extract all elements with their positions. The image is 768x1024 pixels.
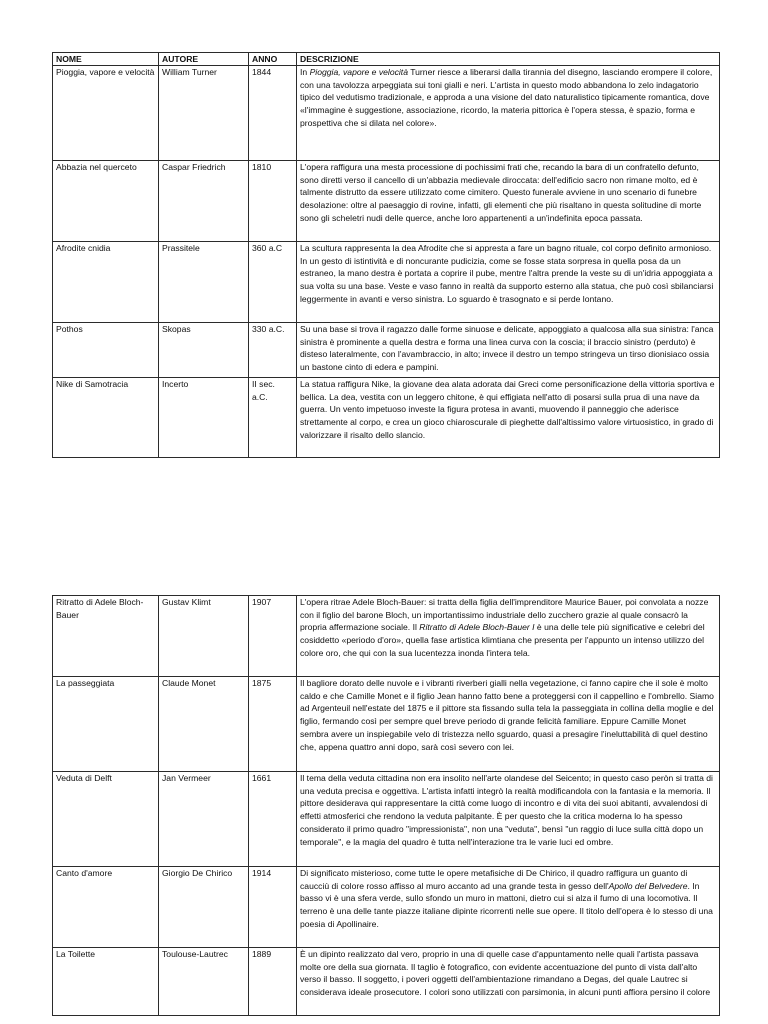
header-descrizione: DESCRIZIONE — [297, 53, 720, 66]
table-row — [53, 66, 720, 161]
table-row — [53, 378, 720, 458]
cell-nome: Abbazia nel querceto — [53, 161, 159, 242]
artworks-table-1 — [52, 52, 720, 458]
cell-autore: Giorgio De Chirico — [159, 867, 249, 948]
cell-descrizione: L'opera ritrae Adele Bloch-Bauer: si tratta della figlia dell'imprenditore Maurice Bauer, poi convolata a nozze con il figlio del barone Bloch, un importantissimo industriale dello zucchero grazie al quale consacrò la propria affermazione sociale. Il Ritratto di Adele Bloch-Bauer I è una delle tele più significative e celebri del cosiddetto «periodo d'oro», quella fase artistica klimtiana che presenta per l'appunto un intenso utilizzo del colore oro, che qui con la sua lucentezza inonda l'intera tela. — [297, 596, 720, 677]
cell-anno: II sec. a.C. — [249, 378, 297, 458]
cell-nome: Veduta di Delft — [53, 772, 159, 867]
cell-descrizione: Di significato misterioso, come tutte le opere metafisiche di De Chirico, il quadro raffigura un guanto di caucciù di colore rosso affisso al muro accanto ad una grande testa in gesso dell'Apollo del Belvedere. In basso vi è una sfera verde, sullo sfondo un muro in mattoni, dietro cui si alza il fumo di una locomotiva. Il terreno è una delle tante piazze italiane dipinte ricorrenti nelle sue opere. Il titolo dell'opera è lo stesso di una poesia di Apollinaire. — [297, 867, 720, 948]
cell-anno: 1844 — [249, 66, 297, 161]
table-row — [53, 242, 720, 323]
cell-descrizione: È un dipinto realizzato dal vero, proprio in una di quelle case d'appuntamento nelle quali l'artista passava molte ore della sua giornata. Il taglio è fotografico, con evidente accentuazione del punto di vista dall'alto verso il basso. Il soggetto, i poveri oggetti dell'ambientazione rimandano a Degas, del quale Lautrec si considerava ideale prosecutore. I colori sono utilizzati con parsimonia, in alcuni punti affiora persino il colore — [297, 948, 720, 1016]
header-anno: ANNO — [249, 53, 297, 66]
cell-nome: Pioggia, vapore e velocità — [53, 66, 159, 161]
cell-autore: Incerto — [159, 378, 249, 458]
cell-nome: Pothos — [53, 323, 159, 378]
cell-descrizione: Su una base si trova il ragazzo dalle forme sinuose e delicate, appoggiato a qualcosa alla sua sinistra: l'anca sinistra è prominente a quella destra e forma una linea curva con la coscia; il braccio sinistro (perduto) è disteso lateralmente, con l'avambraccio, in alto; invece il destro un tempo stringeva un tirso dionisiaco ossia un bastone cinto di edera e pampini. — [297, 323, 720, 378]
cell-descrizione: Il tema della veduta cittadina non era insolito nell'arte olandese del Seicento; in questo caso peròn si tratta di una veduta precisa e oggettiva. L'artista infatti integrò la realtà modificandola con la fantasia e la memoria. Il pittore desiderava qui rappresentare la città come luogo di incontro e di vita dei suoi abitanti, avvalendosi di effetti atmosferici che rendono la veduta palpitante. È per questo che la critica moderna lo ha spesso considerato il primo quadro "impressionista", non una "veduta", bensì "un raggio di luce sulla città dopo un temporale", e la magia del quadro è tutta nell'interazione tra le varie luci ed ombre. — [297, 772, 720, 867]
cell-anno: 1914 — [249, 867, 297, 948]
table-row — [53, 596, 720, 677]
cell-descrizione: La scultura rappresenta la dea Afrodite che si appresta a fare un bagno rituale, col corpo definito armonioso. In un gesto di istintività e di noncurante pudicizia, come se fosse stata sorpresa in quella posa da un estraneo, la mano destra è portata a coprire il pube, mentre l'altra prende la veste su di un'idria appoggiata a sua volta su una base. Veste e vaso fanno in realtà da supporto esterno alla statua, che può così sbilanciarsi leggermente in avanti e verso sinistra. Lo sguardo è trasognato e si perde lontano. — [297, 242, 720, 323]
cell-anno: 1907 — [249, 596, 297, 677]
cell-nome: La passeggiata — [53, 677, 159, 772]
cell-autore: Jan Vermeer — [159, 772, 249, 867]
cell-descrizione: L'opera raffigura una mesta processione di pochissimi frati che, recando la bara di un confratello defunto, sono diretti verso il cancello di un'abbazia medievale diroccata: dell'edificio sacro non rimane molto, ed è talmente distrutto da essere utilizzato come cimitero. Questo funerale avviene in uno scenario di funebre desolazione: oltre al paesaggio di rovine, infatti, gli elementi che più risaltano in questa solitudine di morte sono gli scheletri nudi delle querce, anche loro appartenenti a un'indefinita epoca passata. — [297, 161, 720, 242]
table-row — [53, 772, 720, 867]
cell-descrizione: La statua raffigura Nike, la giovane dea alata adorata dai Greci come personificazione della vittoria sportiva e bellica. La dea, vestita con un leggero chitone, è qui effigiata nell'atto di posarsi sulla prua di una nave da guerra. Un vento impetuoso investe la figura protesa in avanti, muovendo il panneggio che aderisce strettamente al corpo, e crea un gioco chiaroscurale di pieghette dall'altissimo valore virtuosistico, in grado di valorizzare il risalto dello slancio. — [297, 378, 720, 458]
cell-autore: Skopas — [159, 323, 249, 378]
cell-autore: Claude Monet — [159, 677, 249, 772]
cell-anno: 360 a.C — [249, 242, 297, 323]
table-row — [53, 161, 720, 242]
cell-autore: William Turner — [159, 66, 249, 161]
table-row — [53, 323, 720, 378]
cell-nome: Canto d'amore — [53, 867, 159, 948]
artworks-table-2 — [52, 595, 720, 1016]
table-row — [53, 948, 720, 1016]
cell-autore: Gustav Klimt — [159, 596, 249, 677]
cell-descrizione: Il bagliore dorato delle nuvole e i vibranti riverberi gialli nella vegetazione, ci fanno capire che il sole è molto caldo e che Camille Monet e il figlio Jean hanno fatto bene a proteggersi con il cappellino e l'ombrello. Siamo ad Argenteuil nell'estate del 1875 e il pittore sta fissando sulla tela la passeggiata in collina della moglie e del figlio, fermando così per sempre quel breve periodo di grande felicità familiare. Eppure Camille Monet sembra avere un inspiegabile velo di tristezza nello sguardo, quasi a presagire l'ineluttabilità di quel destino che, appena quattro anni dopo, sarà così severo con lei. — [297, 677, 720, 772]
cell-anno: 330 a.C. — [249, 323, 297, 378]
cell-anno: 1810 — [249, 161, 297, 242]
table-header-row — [53, 53, 720, 66]
cell-autore: Toulouse-Lautrec — [159, 948, 249, 1016]
cell-anno: 1889 — [249, 948, 297, 1016]
table-row — [53, 677, 720, 772]
cell-nome: Nike di Samotracia — [53, 378, 159, 458]
header-autore: AUTORE — [159, 53, 249, 66]
header-nome: NOME — [53, 53, 159, 66]
cell-nome: Afrodite cnidia — [53, 242, 159, 323]
cell-nome: La Toilette — [53, 948, 159, 1016]
cell-anno: 1661 — [249, 772, 297, 867]
cell-autore: Prassitele — [159, 242, 249, 323]
cell-nome: Ritratto di Adele Bloch-Bauer — [53, 596, 159, 677]
table-row — [53, 867, 720, 948]
cell-autore: Caspar Friedrich — [159, 161, 249, 242]
cell-anno: 1875 — [249, 677, 297, 772]
cell-descrizione: In Pioggia, vapore e velocità Turner riesce a liberarsi dalla tirannia del disegno, lasciando erompere il colore, con una tavolozza arpeggiata sui toni gialli e neri. L'artista in questo modo abbandona lo zelo indagatorio tipico del vedutismo tradizionale, e approda a una visione del dato naturalistico tipicamente romantica, dove «l'immagine è suggestione, associazione, ricordo, la materia pittorica è l'opera stessa, è spazio, forma e prospettiva che si dilata nel colore». — [297, 66, 720, 161]
